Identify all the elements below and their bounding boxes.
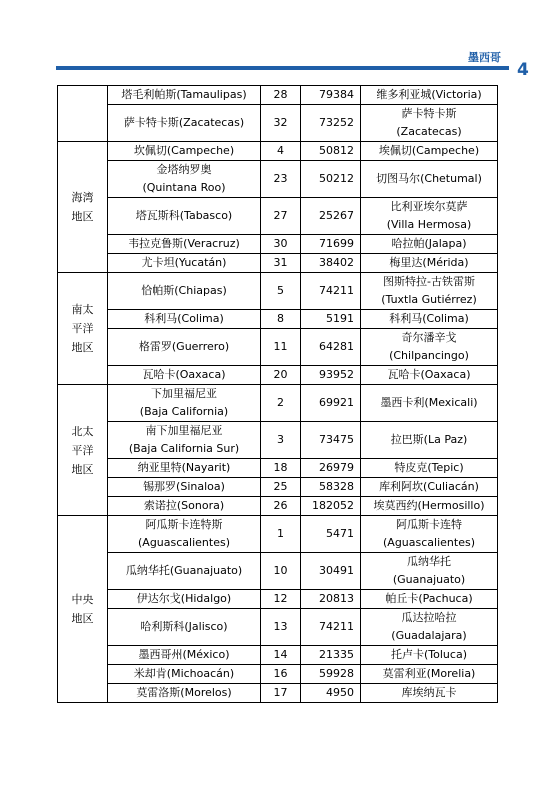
table-row <box>58 478 498 497</box>
state-cell-line: 塔毛利帕斯(Tamaulipas) <box>121 88 247 101</box>
state-code-cell: 25 <box>261 478 301 497</box>
table-row <box>58 235 498 254</box>
capital-cell-line: 托卢卡(Toluca) <box>391 648 467 661</box>
area-cell: 182052 <box>301 497 361 516</box>
capital-cell-line: 萨卡特卡斯 <box>401 107 457 120</box>
state-cell-line: (Aguascalientes) <box>138 536 230 549</box>
area-cell: 30491 <box>301 553 361 590</box>
state-code-cell: 10 <box>261 553 301 590</box>
state-cell-line: 锡那罗(Sinaloa) <box>143 480 225 493</box>
capital-cell <box>361 235 498 254</box>
states-table-body <box>58 86 498 703</box>
state-cell-line: 南下加里福尼亚 <box>145 424 223 437</box>
state-code-cell: 26 <box>261 497 301 516</box>
capital-cell <box>361 86 498 105</box>
region-name-line: 地区 <box>71 341 94 354</box>
state-cell <box>108 665 261 684</box>
state-code-cell: 31 <box>261 254 301 273</box>
capital-cell-line: (Guadalajara) <box>391 629 467 642</box>
state-cell-line: 下加里福尼亚 <box>151 387 217 400</box>
state-cell-line: 萨卡特卡斯(Zacatecas) <box>123 116 245 129</box>
state-cell-line: 纳亚里特(Nayarit) <box>137 461 231 474</box>
area-cell: 50812 <box>301 142 361 161</box>
table-row <box>58 422 498 459</box>
state-code-cell: 11 <box>261 329 301 366</box>
capital-cell <box>361 385 498 422</box>
capital-cell <box>361 609 498 646</box>
capital-cell-line: 拉巴斯(La Paz) <box>390 433 468 446</box>
state-cell-line: 科利马(Colima) <box>144 312 224 325</box>
capital-cell <box>361 684 498 703</box>
state-code-cell: 14 <box>261 646 301 665</box>
capital-cell <box>361 516 498 553</box>
table-row <box>58 366 498 385</box>
state-code-cell: 30 <box>261 235 301 254</box>
state-cell <box>108 590 261 609</box>
area-cell: 20813 <box>301 590 361 609</box>
state-cell-line: 索诺拉(Sonora) <box>143 499 225 512</box>
table-row <box>58 553 498 590</box>
state-code-cell: 1 <box>261 516 301 553</box>
state-code-cell: 18 <box>261 459 301 478</box>
region-name-line: 海湾 <box>71 191 94 204</box>
state-code-cell: 4 <box>261 142 301 161</box>
capital-cell-line: (Villa Hermosa) <box>386 218 472 231</box>
state-cell <box>108 310 261 329</box>
capital-cell-line: (Guanajuato) <box>392 573 466 586</box>
state-cell-line: 韦拉克鲁斯(Veracruz) <box>128 237 240 250</box>
state-cell <box>108 235 261 254</box>
capital-cell-line: 库埃纳瓦卡 <box>401 686 457 699</box>
capital-cell <box>361 329 498 366</box>
capital-cell <box>361 366 498 385</box>
state-cell <box>108 105 261 142</box>
table-row <box>58 198 498 235</box>
capital-cell <box>361 590 498 609</box>
area-cell: 21335 <box>301 646 361 665</box>
table-row <box>58 385 498 422</box>
state-cell-line: 格雷罗(Guerrero) <box>138 340 230 353</box>
state-cell <box>108 329 261 366</box>
capital-cell-line: 奇尔潘辛戈 <box>401 331 457 344</box>
state-cell-line: 尤卡坦(Yucatán) <box>141 256 227 269</box>
header-rule <box>56 66 509 70</box>
table-row <box>58 646 498 665</box>
table-row <box>58 516 498 553</box>
capital-cell-line: (Chilpancingo) <box>389 349 469 362</box>
state-cell <box>108 254 261 273</box>
state-cell <box>108 422 261 459</box>
area-cell: 73252 <box>301 105 361 142</box>
capital-cell-line: 库利阿坎(Culiacán) <box>379 480 479 493</box>
area-cell: 73475 <box>301 422 361 459</box>
capital-cell-line: (Aguascalientes) <box>383 536 475 549</box>
state-cell <box>108 553 261 590</box>
capital-cell-line: 维多利亚城(Victoria) <box>376 88 482 101</box>
state-cell <box>108 684 261 703</box>
region-name-line: 地区 <box>71 210 94 223</box>
region-name-line: 平洋 <box>71 322 94 335</box>
capital-cell <box>361 198 498 235</box>
state-code-cell: 5 <box>261 273 301 310</box>
capital-cell-line: 切图马尔(Chetumal) <box>376 172 482 185</box>
state-cell-line: 瓦哈卡(Oaxaca) <box>142 368 226 381</box>
state-cell <box>108 142 261 161</box>
capital-cell-line: 瓜达拉哈拉 <box>401 611 457 624</box>
capital-cell <box>361 646 498 665</box>
page-number: 4 <box>517 60 529 80</box>
state-cell <box>108 385 261 422</box>
capital-cell <box>361 497 498 516</box>
capital-cell-line: 墨西卡利(Mexicali) <box>380 396 478 409</box>
capital-cell-line: 科利马(Colima) <box>389 312 469 325</box>
state-cell-line: 阿瓜斯卡连特斯 <box>145 518 223 531</box>
capital-cell <box>361 553 498 590</box>
state-cell <box>108 86 261 105</box>
state-cell <box>108 161 261 198</box>
capital-cell-line: 图斯特拉-古铁雷斯 <box>383 275 475 288</box>
area-cell: 58328 <box>301 478 361 497</box>
capital-cell-line: 阿瓜斯卡连特 <box>396 518 462 531</box>
state-code-cell: 28 <box>261 86 301 105</box>
state-cell-line: (Quintana Roo) <box>142 181 226 194</box>
area-cell: 74211 <box>301 273 361 310</box>
capital-cell-line: (Zacatecas) <box>396 125 462 138</box>
capital-cell-line: 瓦哈卡(Oaxaca) <box>387 368 471 381</box>
table-row <box>58 684 498 703</box>
region-name-line: 北太 <box>71 424 94 438</box>
capital-cell-line: (Tuxtla Gutiérrez) <box>381 293 477 306</box>
capital-cell <box>361 459 498 478</box>
state-code-cell: 12 <box>261 590 301 609</box>
state-cell-line: (Baja California) <box>139 405 229 418</box>
table-row <box>58 86 498 105</box>
table-row <box>58 161 498 198</box>
area-cell: 25267 <box>301 198 361 235</box>
state-cell <box>108 459 261 478</box>
region-name-line: 地区 <box>71 462 94 476</box>
state-cell-line: 坎佩切(Campeche) <box>133 144 235 157</box>
area-cell: 59928 <box>301 665 361 684</box>
capital-cell <box>361 161 498 198</box>
capital-cell <box>361 665 498 684</box>
area-cell: 93952 <box>301 366 361 385</box>
state-code-cell: 27 <box>261 198 301 235</box>
capital-cell-line: 特皮克(Tepic) <box>394 461 464 474</box>
region-name-line: 平洋 <box>71 443 94 457</box>
table-row <box>58 142 498 161</box>
area-cell: 71699 <box>301 235 361 254</box>
table-row <box>58 273 498 310</box>
region-name-line: 地区 <box>71 612 94 625</box>
state-cell <box>108 646 261 665</box>
capital-cell-line: 梅里达(Mérida) <box>389 256 469 269</box>
state-code-cell: 20 <box>261 366 301 385</box>
table-row <box>58 590 498 609</box>
area-cell: 50212 <box>301 161 361 198</box>
state-cell-line: 米却肯(Michoacán) <box>133 667 235 680</box>
region-cell <box>58 385 108 516</box>
capital-cell <box>361 478 498 497</box>
state-cell-line: 墨西哥州(México) <box>138 648 230 661</box>
table-row <box>58 329 498 366</box>
capital-cell-line: 瓜纳华托 <box>407 555 451 568</box>
table-row <box>58 665 498 684</box>
table-row <box>58 105 498 142</box>
area-cell: 69921 <box>301 385 361 422</box>
state-cell <box>108 478 261 497</box>
area-cell: 5471 <box>301 516 361 553</box>
state-cell <box>108 273 261 310</box>
table-row <box>58 497 498 516</box>
states-table <box>57 85 498 703</box>
state-cell <box>108 516 261 553</box>
state-cell-line: 莫雷洛斯(Morelos) <box>136 686 232 699</box>
capital-cell-line: 埃佩切(Campeche) <box>378 144 480 157</box>
state-cell <box>108 198 261 235</box>
capital-cell <box>361 254 498 273</box>
state-cell-line: 塔瓦斯科(Tabasco) <box>135 209 233 222</box>
capital-cell <box>361 105 498 142</box>
region-cell <box>58 516 108 703</box>
area-cell: 74211 <box>301 609 361 646</box>
area-cell: 26979 <box>301 459 361 478</box>
state-cell-line: 瓜纳华托(Guanajuato) <box>125 564 243 577</box>
region-name-line: 中央 <box>71 593 94 606</box>
region-cell <box>58 86 108 142</box>
state-code-cell: 32 <box>261 105 301 142</box>
capital-cell-line: 埃莫西约(Hermosillo) <box>373 499 485 512</box>
state-cell <box>108 497 261 516</box>
state-cell-line: 哈利斯科(Jalisco) <box>140 620 228 633</box>
area-cell: 64281 <box>301 329 361 366</box>
capital-cell <box>361 422 498 459</box>
table-row <box>58 254 498 273</box>
state-code-cell: 17 <box>261 684 301 703</box>
area-cell: 4950 <box>301 684 361 703</box>
region-cell <box>58 273 108 385</box>
state-code-cell: 16 <box>261 665 301 684</box>
area-cell: 79384 <box>301 86 361 105</box>
region-cell <box>58 142 108 273</box>
capital-cell-line: 哈拉帕(Jalapa) <box>391 237 467 250</box>
capital-cell <box>361 273 498 310</box>
capital-cell-line: 帕丘卡(Pachuca) <box>385 592 473 605</box>
area-cell: 5191 <box>301 310 361 329</box>
capital-cell <box>361 142 498 161</box>
state-cell <box>108 609 261 646</box>
header-title: 墨西哥 <box>468 51 501 64</box>
table-row <box>58 609 498 646</box>
state-code-cell: 3 <box>261 422 301 459</box>
state-cell-line: 恰帕斯(Chiapas) <box>141 284 227 297</box>
state-cell-line: 金塔纳罗奥 <box>156 163 212 176</box>
capital-cell-line: 比利亚埃尔莫萨 <box>390 200 468 213</box>
table-row <box>58 310 498 329</box>
state-cell <box>108 366 261 385</box>
capital-cell <box>361 310 498 329</box>
area-cell: 38402 <box>301 254 361 273</box>
state-code-cell: 2 <box>261 385 301 422</box>
state-code-cell: 23 <box>261 161 301 198</box>
state-code-cell: 8 <box>261 310 301 329</box>
state-cell-line: (Baja California Sur) <box>128 442 240 455</box>
region-name-line: 南太 <box>71 303 94 316</box>
state-cell-line: 伊达尔戈(Hidalgo) <box>136 592 232 605</box>
state-code-cell: 13 <box>261 609 301 646</box>
table-row <box>58 459 498 478</box>
capital-cell-line: 莫雷利亚(Morelia) <box>382 667 476 680</box>
